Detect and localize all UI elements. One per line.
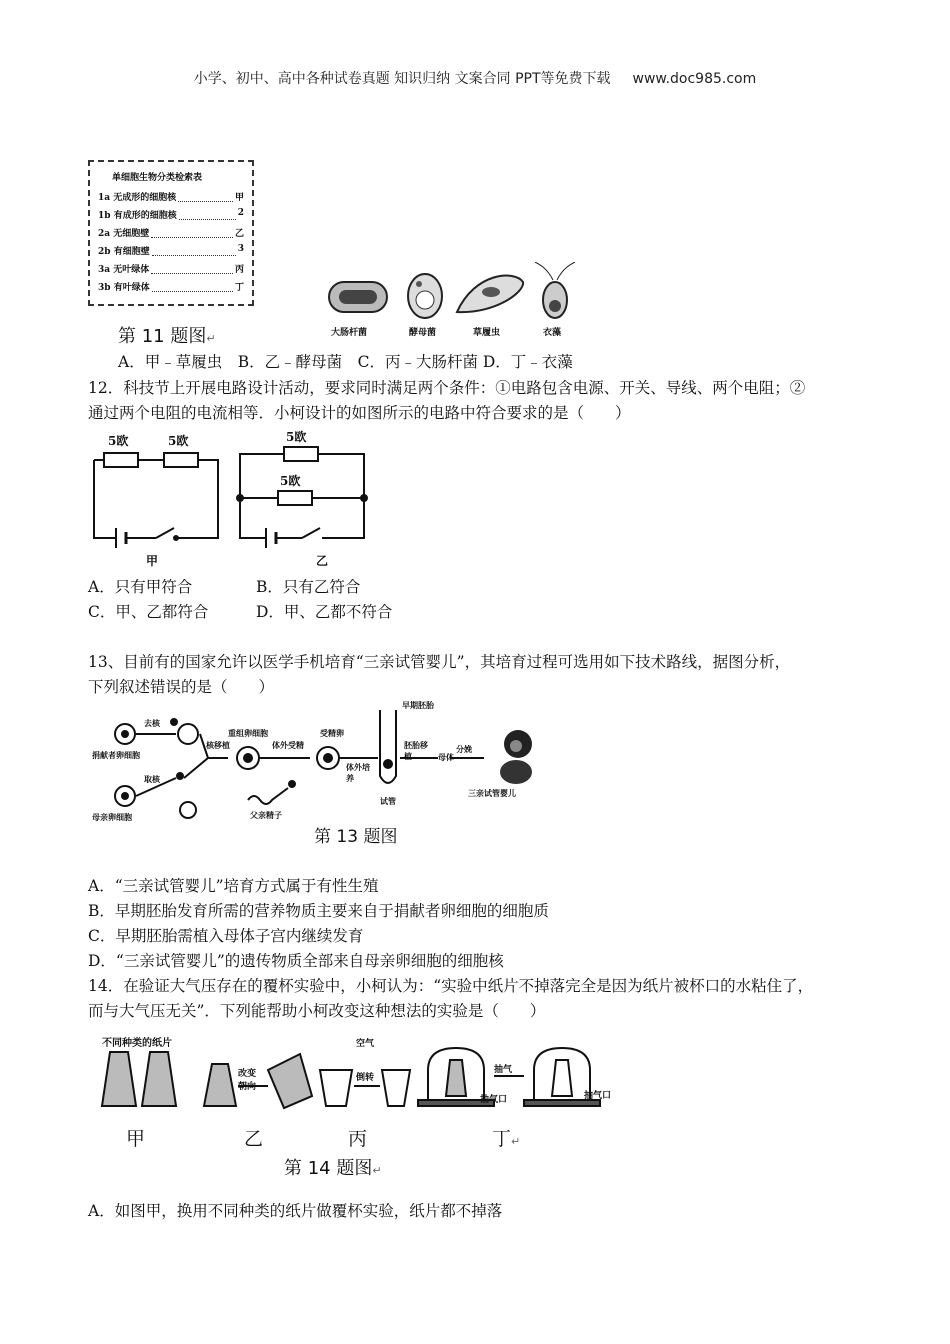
cup-icon <box>446 1060 466 1096</box>
resistor-icon <box>284 447 318 461</box>
fig-name: 丙 <box>348 1128 368 1150</box>
q11-key-table <box>88 160 254 306</box>
label-sperm: 父亲精子 <box>250 810 282 820</box>
label-pump-port: 抽气口 <box>584 1091 612 1101</box>
q11-key-row <box>98 262 244 280</box>
q11-key-row <box>98 226 244 244</box>
label-embryo-transfer: 胚胎移植 <box>404 740 428 761</box>
q12-stem-2: 通过两个电阻的电流相等．小柯设计的如图所示的电路中符合要求的是（ ） <box>88 404 631 422</box>
q13-option-d: D．“三亲试管婴儿”的遗传物质全部来自母亲卵细胞的细胞核 <box>88 952 504 970</box>
fig-name: 乙 <box>244 1128 264 1150</box>
label-invert: 倒转 <box>356 1073 375 1083</box>
label-ivf: 体外受精 <box>272 740 304 750</box>
ecoli-icon <box>329 282 387 312</box>
q11-key-row <box>98 190 244 208</box>
label-paper: 不同种类的纸片 <box>102 1038 172 1049</box>
cup-icon <box>204 1064 236 1106</box>
key-row-left: 3a 无叶绿体 <box>98 265 150 275</box>
test-tube-icon <box>380 710 396 783</box>
q12-circuits-figure <box>88 428 378 570</box>
q12-stem-1: 12．科技节上开展电路设计活动，要求同时满足两个条件：①电路包含电源、开关、导线、两个电阻；② <box>88 379 806 397</box>
organism-label: 酵母菌 <box>409 328 437 338</box>
circuit-a-label: 甲 <box>146 554 159 568</box>
q13-ivf-figure <box>88 700 538 848</box>
tilted-cup-icon <box>268 1054 312 1108</box>
organism-label: 衣藻 <box>543 328 562 338</box>
q13-option-a: A．“三亲试管婴儿”培育方式属于有性生殖 <box>88 877 379 895</box>
q11-caption <box>118 322 216 348</box>
label-air: 空气 <box>356 1039 375 1049</box>
resistor-icon <box>278 491 312 505</box>
key-row-right: 丙 <box>234 265 244 275</box>
q12-option-b: B．只有乙符合 <box>256 578 361 596</box>
key-row-left: 1a 无成形的细胞核 <box>98 193 177 203</box>
q14-stem-1: 14．在验证大气压存在的覆杯实验中，小柯认为：“实验中纸片不掉落完全是因为纸片被杯口的水粘住了， <box>88 977 814 995</box>
label-transplant: 核移植 <box>206 740 230 750</box>
label-donor: 捐献者卵细胞 <box>92 750 140 760</box>
label-tube: 试管 <box>380 796 396 806</box>
organism-label: 草履虫 <box>473 328 501 338</box>
label-turn: 改变朝向 <box>238 1069 257 1092</box>
cup-icon <box>142 1052 176 1106</box>
q13-option-b: B．早期胚胎发育所需的营养物质主要来自于捐献者卵细胞的细胞质 <box>88 902 549 920</box>
label-pump: 抽气 <box>494 1065 513 1075</box>
key-row-left: 3b 有叶绿体 <box>98 283 150 293</box>
key-row-left: 2a 无细胞壁 <box>98 229 150 239</box>
q14-caption-text: 第 14 题图 <box>284 1158 373 1179</box>
cup-icon <box>102 1052 136 1106</box>
q11-key-row <box>98 244 244 262</box>
q14-stem-2: 而与大气压无关”．下列能帮助小柯改变这种想法的实验是（ ） <box>88 1002 546 1020</box>
q12-option-c: C．甲、乙都符合 <box>88 603 209 621</box>
fig-name-d <box>492 1124 520 1151</box>
key-row-right: 3 <box>237 244 244 254</box>
q11-key-title: 单细胞生物分类检索表 <box>112 173 203 183</box>
q12-option-d: D．甲、乙都不符合 <box>256 603 393 621</box>
q11-key-rows <box>98 190 244 298</box>
q13-option-c: C．早期胚胎需植入母体子宫内继续发育 <box>88 927 364 945</box>
circuit-b-label: 乙 <box>316 554 329 568</box>
label-nucleus-out: 去核 <box>144 718 160 728</box>
resistor-label: 5欧 <box>168 434 189 448</box>
yeast-icon <box>408 274 442 318</box>
label-birth: 分娩 <box>456 744 472 754</box>
header-text: 小学、初中、高中各种试卷真题 知识归纳 文案合同 PPT等免费下载 <box>193 71 611 87</box>
resistor-icon <box>104 453 138 467</box>
q14-cup-figure <box>88 1030 618 1180</box>
q13-caption: 第 13 题图 <box>314 827 398 847</box>
page-header <box>0 68 950 88</box>
header-url[interactable]: www.doc985.com <box>632 71 757 87</box>
organism-label: 大肠杆菌 <box>331 328 368 338</box>
switch-icon <box>156 528 174 538</box>
cup-icon <box>382 1070 410 1106</box>
resistor-label: 5欧 <box>108 434 129 448</box>
baby-icon <box>500 730 532 784</box>
key-row-left: 2b 有细胞壁 <box>98 247 150 257</box>
fig-name: 甲 <box>126 1128 146 1150</box>
q11-caption-text: 第 11 题图 <box>118 326 207 347</box>
edit-mark: ↵ <box>206 332 216 345</box>
circuit-a <box>94 453 218 548</box>
label-zygote: 受精卵 <box>320 728 344 738</box>
q11-key-row <box>98 280 244 298</box>
resistor-icon <box>164 453 198 467</box>
enucleated-egg-icon <box>178 724 198 744</box>
label-baby: 三亲试管婴儿 <box>468 788 516 798</box>
cup-icon <box>320 1070 352 1106</box>
q11-key-row <box>98 208 244 226</box>
fig-name: 丁 <box>492 1128 512 1150</box>
label-early-embryo: 早期胚胎 <box>402 700 434 710</box>
key-row-left: 1b 有成形的细胞核 <box>98 211 177 221</box>
label-take-nucleus: 取核 <box>144 774 160 784</box>
chlamydomonas-icon <box>535 262 575 318</box>
label-recombined: 重组卵细胞 <box>228 728 268 738</box>
cup-icon <box>552 1060 572 1096</box>
resistor-label: 5欧 <box>280 474 301 488</box>
label-mother-body: 母体 <box>438 752 454 762</box>
q11-organisms-figure <box>325 262 590 340</box>
resistor-label: 5欧 <box>286 430 307 444</box>
circuit-b <box>237 447 367 548</box>
q12-option-a: A．只有甲符合 <box>88 578 193 596</box>
q14-option-a: A．如图甲，换用不同种类的纸片做覆杯实验，纸片都不掉落 <box>88 1202 503 1220</box>
q14-caption <box>284 1154 382 1180</box>
key-row-right: 甲 <box>234 193 244 203</box>
switch-icon <box>302 528 320 538</box>
q13-stem-1: 13、目前有的国家允许以医学手机培育“三亲试管婴儿”，其培育过程可选用如下技术路线，据图分析， <box>88 653 791 671</box>
key-row-right: 乙 <box>234 229 244 239</box>
label-culture: 体外培养 <box>346 762 370 783</box>
paramecium-icon <box>457 276 523 313</box>
edit-mark: ↵ <box>511 1135 521 1148</box>
q13-stem-2: 下列叙述错误的是（ ） <box>88 678 275 696</box>
key-row-right: 丁 <box>234 283 244 293</box>
label-mother: 母亲卵细胞 <box>92 812 132 822</box>
edit-mark: ↵ <box>372 1164 382 1177</box>
key-row-right: 2 <box>237 208 244 218</box>
label-pump-port: 抽气口 <box>480 1095 508 1105</box>
q11-options: A．甲﹣草履虫 B．乙﹣酵母菌 C．丙﹣大肠杆菌 D．丁﹣衣藻 <box>118 353 573 371</box>
